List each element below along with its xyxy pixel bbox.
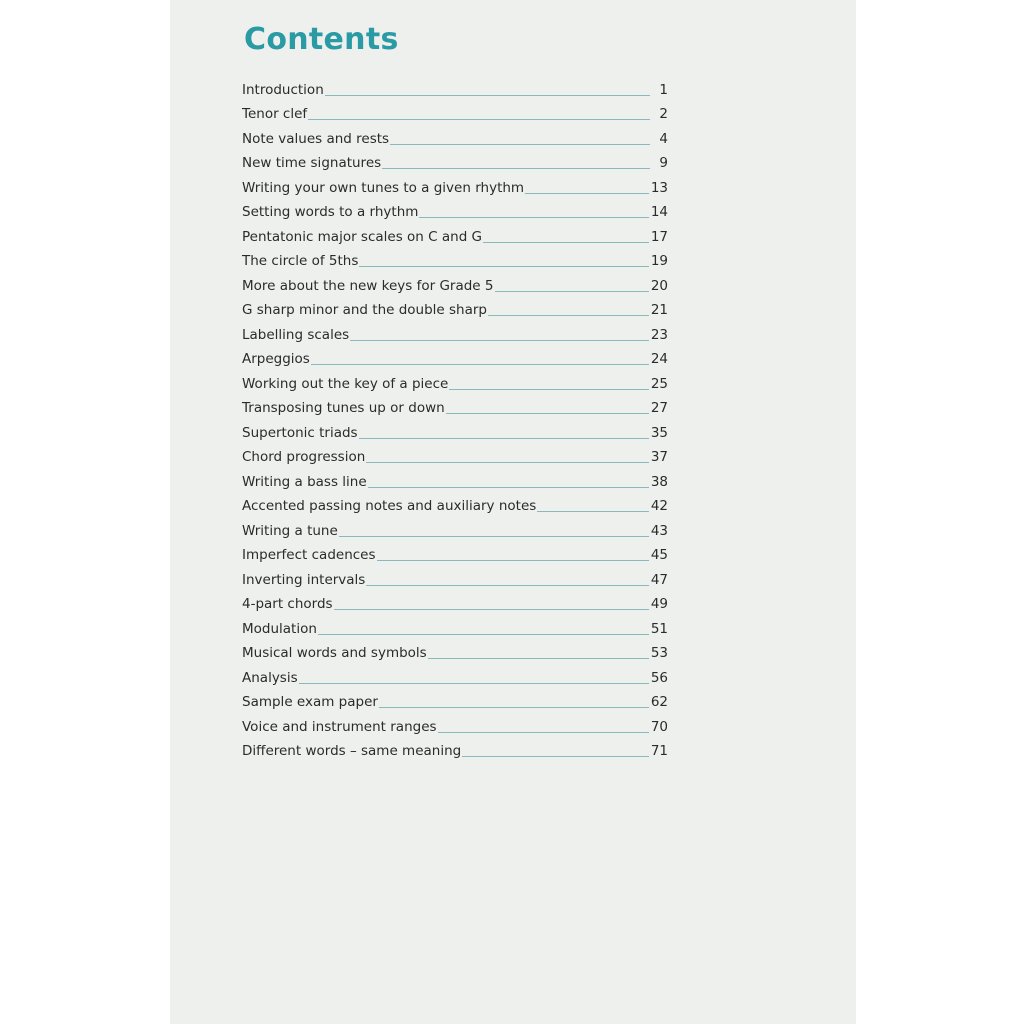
toc-entry-title: 4-part chords bbox=[242, 596, 333, 612]
table-of-contents bbox=[242, 74, 668, 760]
toc-entry-title: Analysis bbox=[242, 669, 298, 686]
toc-leader-line bbox=[390, 144, 650, 145]
toc-entry bbox=[242, 319, 668, 344]
toc-entry-page-number: 70 bbox=[650, 718, 668, 735]
toc-entry bbox=[242, 99, 668, 124]
toc-leader-line bbox=[525, 193, 649, 194]
toc-entry-title: Working out the key of a piece bbox=[242, 375, 449, 392]
toc-entry bbox=[242, 711, 668, 736]
toc-entry-page-number: 43 bbox=[650, 522, 668, 539]
toc-entry-title: Introduction bbox=[242, 81, 324, 98]
toc-entry-page-number: 38 bbox=[650, 473, 668, 490]
toc-entry-page-number: 53 bbox=[650, 645, 668, 661]
toc-leader-line bbox=[334, 609, 649, 610]
toc-entry bbox=[242, 564, 668, 589]
toc-entry-page-number: 56 bbox=[650, 669, 668, 686]
toc-entry-title: Imperfect cadences bbox=[242, 547, 376, 563]
toc-entry bbox=[242, 246, 668, 271]
page-title: Contents bbox=[244, 22, 399, 57]
toc-leader-line bbox=[350, 340, 649, 341]
toc-leader-line bbox=[318, 634, 649, 635]
toc-entry bbox=[242, 540, 668, 565]
toc-entry-page-number: 19 bbox=[650, 253, 668, 269]
toc-entry-page-number: 37 bbox=[650, 449, 668, 465]
toc-entry bbox=[242, 221, 668, 246]
toc-entry-page-number: 9 bbox=[659, 155, 668, 171]
toc-entry bbox=[242, 613, 668, 638]
toc-entry-page-number: 2 bbox=[659, 106, 668, 122]
toc-leader-line bbox=[449, 389, 648, 390]
toc-entry-title: Setting words to a rhythm bbox=[242, 204, 419, 220]
toc-leader-line bbox=[339, 536, 649, 537]
toc-entry-page-number: 27 bbox=[650, 400, 668, 416]
toc-entry-page-number: 51 bbox=[650, 620, 668, 637]
toc-entry-title: Labelling scales bbox=[242, 326, 350, 343]
toc-entry bbox=[242, 491, 668, 516]
toc-entry bbox=[242, 270, 668, 295]
toc-entry-title: Musical words and symbols bbox=[242, 645, 427, 661]
toc-entry-page-number: 71 bbox=[650, 743, 668, 759]
toc-entry-title: Transposing tunes up or down bbox=[242, 400, 445, 416]
toc-leader-line bbox=[366, 585, 648, 586]
toc-leader-line bbox=[446, 413, 649, 414]
toc-entry-title: Supertonic triads bbox=[242, 424, 358, 441]
toc-entry-title: Writing your own tunes to a given rhythm bbox=[242, 179, 525, 196]
toc-entry-title: Tenor clef bbox=[242, 106, 308, 122]
toc-entry-title: Sample exam paper bbox=[242, 694, 378, 710]
contents-page bbox=[170, 0, 856, 1024]
toc-entry bbox=[242, 417, 668, 442]
toc-entry-title: Pentatonic major scales on C and G bbox=[242, 228, 483, 245]
toc-entry bbox=[242, 123, 668, 148]
toc-leader-line bbox=[308, 119, 650, 120]
toc-entry-page-number: 1 bbox=[659, 81, 668, 98]
toc-entry-page-number: 4 bbox=[659, 130, 668, 147]
toc-entry-page-number: 45 bbox=[650, 547, 668, 563]
toc-entry-page-number: 14 bbox=[650, 204, 668, 220]
toc-entry bbox=[242, 393, 668, 418]
toc-leader-line bbox=[419, 217, 648, 218]
toc-leader-line bbox=[299, 683, 649, 684]
toc-leader-line bbox=[368, 487, 649, 488]
toc-leader-line bbox=[537, 511, 649, 512]
toc-leader-line bbox=[325, 95, 650, 96]
toc-entry bbox=[242, 589, 668, 614]
toc-entry bbox=[242, 344, 668, 369]
toc-entry bbox=[242, 368, 668, 393]
toc-entry-page-number: 13 bbox=[650, 179, 668, 196]
toc-entry bbox=[242, 638, 668, 663]
toc-entry bbox=[242, 74, 668, 99]
toc-leader-line bbox=[366, 462, 649, 463]
toc-leader-line bbox=[359, 266, 648, 267]
toc-entry bbox=[242, 466, 668, 491]
toc-leader-line bbox=[438, 732, 649, 733]
toc-entry bbox=[242, 515, 668, 540]
toc-entry-page-number: 20 bbox=[650, 277, 668, 294]
toc-entry-title: New time signatures bbox=[242, 155, 382, 171]
toc-entry-title: Inverting intervals bbox=[242, 571, 366, 588]
toc-entry-title: Modulation bbox=[242, 620, 317, 637]
toc-entry-title: Arpeggios bbox=[242, 351, 310, 367]
toc-leader-line bbox=[428, 658, 649, 659]
toc-entry bbox=[242, 172, 668, 197]
toc-entry-page-number: 21 bbox=[650, 302, 668, 318]
toc-entry-title: The circle of 5ths bbox=[242, 253, 359, 269]
toc-entry-page-number: 42 bbox=[650, 498, 668, 514]
toc-entry-title: Voice and instrument ranges bbox=[242, 718, 437, 735]
toc-entry bbox=[242, 662, 668, 687]
toc-entry-page-number: 17 bbox=[650, 228, 668, 245]
toc-entry bbox=[242, 687, 668, 712]
toc-entry-title: Different words – same meaning bbox=[242, 743, 462, 759]
toc-entry-page-number: 47 bbox=[650, 571, 668, 588]
toc-entry-title: Chord progression bbox=[242, 449, 366, 465]
toc-leader-line bbox=[311, 364, 649, 365]
toc-entry-title: Writing a tune bbox=[242, 522, 338, 539]
toc-entry-title: Writing a bass line bbox=[242, 473, 367, 490]
toc-leader-line bbox=[382, 168, 650, 169]
toc-entry bbox=[242, 736, 668, 761]
toc-entry bbox=[242, 148, 668, 173]
toc-entry-page-number: 35 bbox=[650, 424, 668, 441]
toc-leader-line bbox=[462, 756, 649, 757]
toc-entry-page-number: 49 bbox=[650, 596, 668, 612]
toc-entry-title: More about the new keys for Grade 5 bbox=[242, 277, 494, 294]
toc-entry-page-number: 24 bbox=[650, 351, 668, 367]
toc-leader-line bbox=[377, 560, 649, 561]
toc-entry-page-number: 62 bbox=[650, 694, 668, 710]
toc-entry-title: Note values and rests bbox=[242, 130, 390, 147]
toc-entry-title: G sharp minor and the double sharp bbox=[242, 302, 488, 318]
toc-leader-line bbox=[483, 242, 649, 243]
toc-entry-page-number: 23 bbox=[650, 326, 668, 343]
toc-leader-line bbox=[488, 315, 649, 316]
toc-leader-line bbox=[379, 707, 649, 708]
toc-entry-title: Accented passing notes and auxiliary notes bbox=[242, 498, 537, 514]
toc-leader-line bbox=[495, 291, 649, 292]
toc-entry bbox=[242, 197, 668, 222]
toc-leader-line bbox=[359, 438, 649, 439]
toc-entry bbox=[242, 442, 668, 467]
toc-entry bbox=[242, 295, 668, 320]
toc-entry-page-number: 25 bbox=[650, 375, 668, 392]
